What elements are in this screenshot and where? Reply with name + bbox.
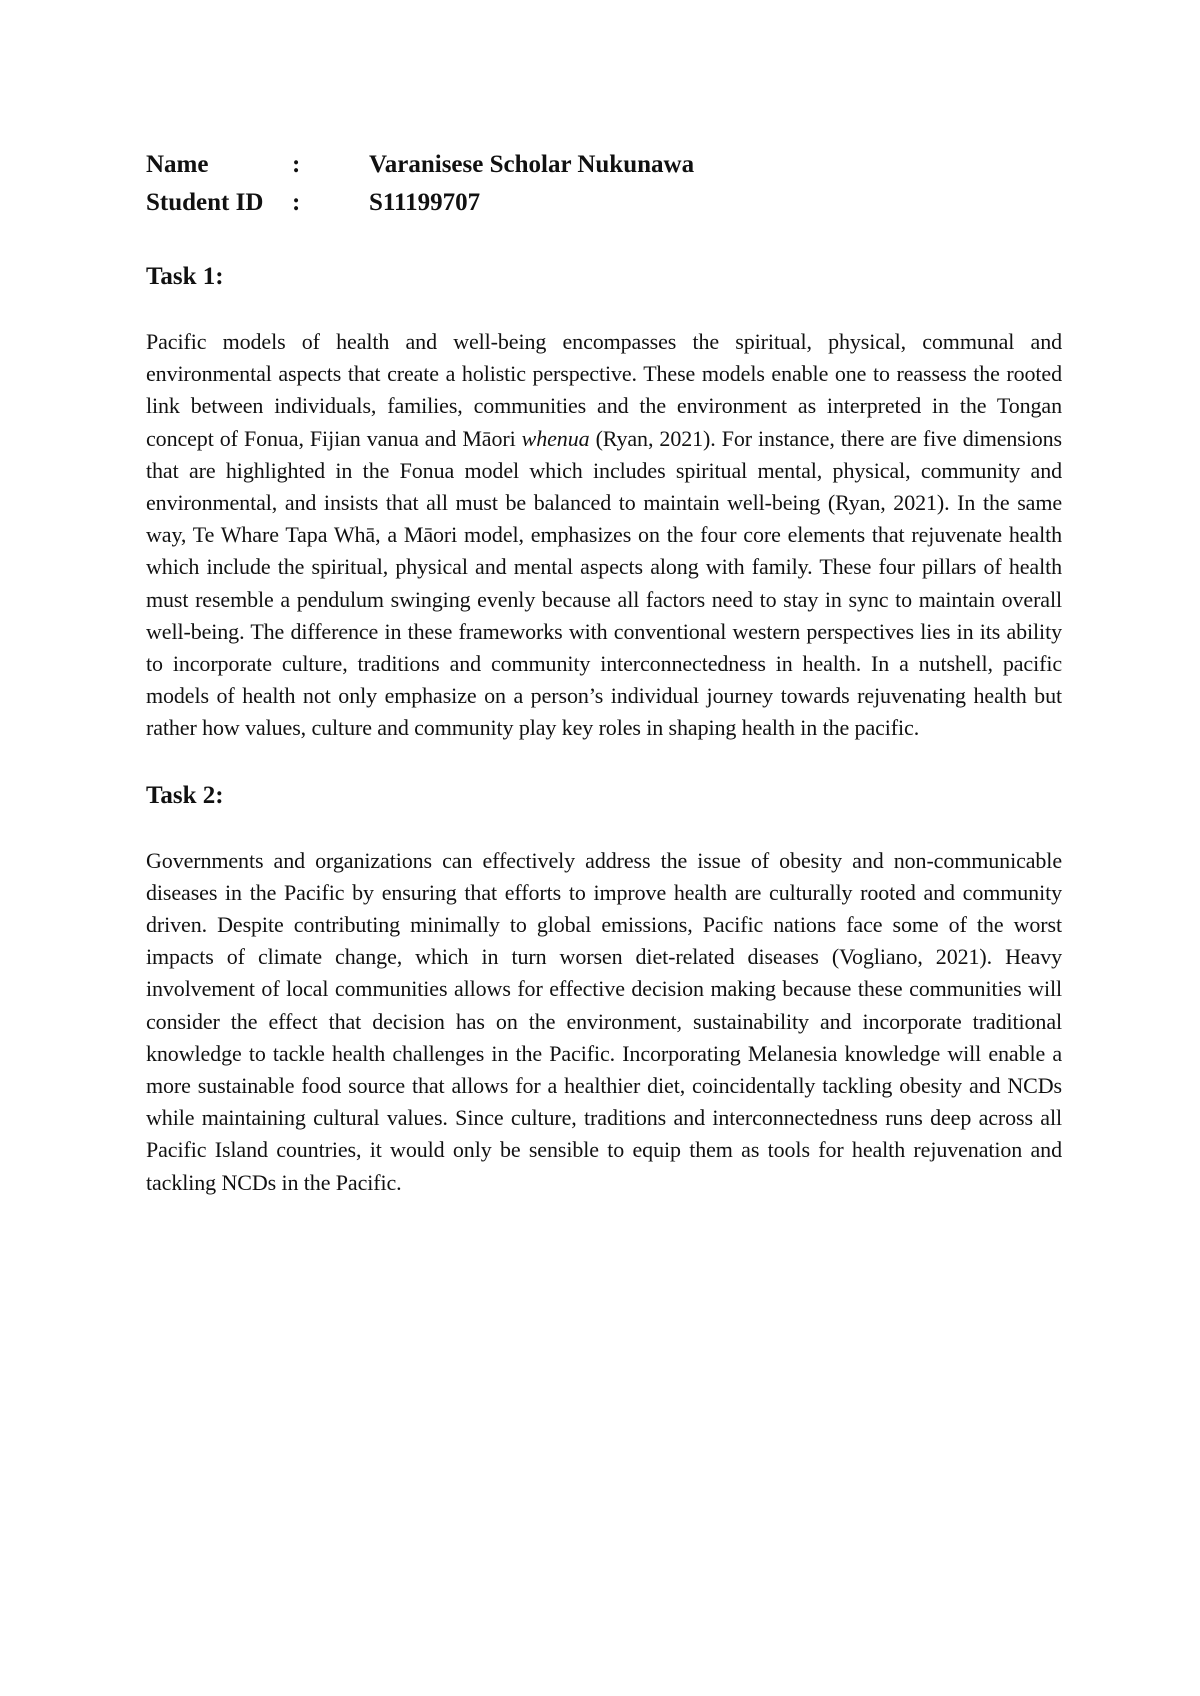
name-colon: : <box>292 151 301 178</box>
student-id-row <box>146 184 1062 222</box>
name-value: Varanisese Scholar Nukunawa <box>369 151 695 178</box>
student-id-value: S11199707 <box>369 189 481 216</box>
task-1-italic-term: whenua <box>521 425 590 451</box>
task-2-heading: Task 2: <box>146 781 224 809</box>
student-id-label: Student ID <box>146 189 264 216</box>
name-row <box>146 146 1062 184</box>
student-id-colon: : <box>292 189 301 216</box>
document-page <box>146 146 1062 1199</box>
task-1-text-b: (Ryan, 2021). For instance, there are five dimensions that are highlighted in the Fonua model which includes spiritual mental, physical, community and environmental, and insists that all must be balanced to maintain well-being (Ryan, 2021). In the same way, Te Whare Tapa Whā, a Māori model, emphasizes on the four core elements that rejuvenate health which include the spiritual, physical and mental aspects along with family. These four pillars of health must resemble a pendulum swinging evenly because all factors need to stay in sync to maintain overall well-being. The difference in these frameworks with conventional western perspectives lies in its ability to incorporate culture, traditions and community interconnectedness in health. In a nutshell, pacific models of health not only emphasize on a person’s individual journey towards rejuvenating health but rather how values, culture and community play key roles in shaping health in the pacific. <box>146 425 1063 741</box>
task-1-heading: Task 1: <box>146 263 224 290</box>
task-2-paragraph: Governments and organizations can effectively address the issue of obesity and non-communicable diseases in the Pacific by ensuring that efforts to improve health are culturally rooted and community driven. Despite contributing minimally to global emissions, Pacific nations face some of the worst impacts of climate change, which in turn worsen diet-related diseases (Vogliano, 2021). Heavy involvement of local communities allows for effective decision making because these communities will consider the effect that decision has on the environment, sustainability and incorporate traditional knowledge to tackle health challenges in the Pacific. Incorporating Melanesia knowledge will enable a more sustainable food source that allows for a healthier diet, coincidentally tackling obesity and NCDs while maintaining cultural values. Since culture, traditions and interconnectedness runs deep across all Pacific Island countries, it would only be sensible to equip them as tools for health rejuvenation and tackling NCDs in the Pacific. <box>146 847 1062 1195</box>
task-1-paragraph <box>146 326 1062 745</box>
name-label: Name <box>146 151 209 178</box>
task-1-text-a: Pacific models of health and well-being encompasses the spiritual, physical, communal and environmental aspects that create a holistic perspective. These models enable one to reassess the rooted link between individuals, families, communities and the environment as interpreted in the Tongan concept of Fonua, Fijian vanua and Māori <box>146 329 1062 451</box>
